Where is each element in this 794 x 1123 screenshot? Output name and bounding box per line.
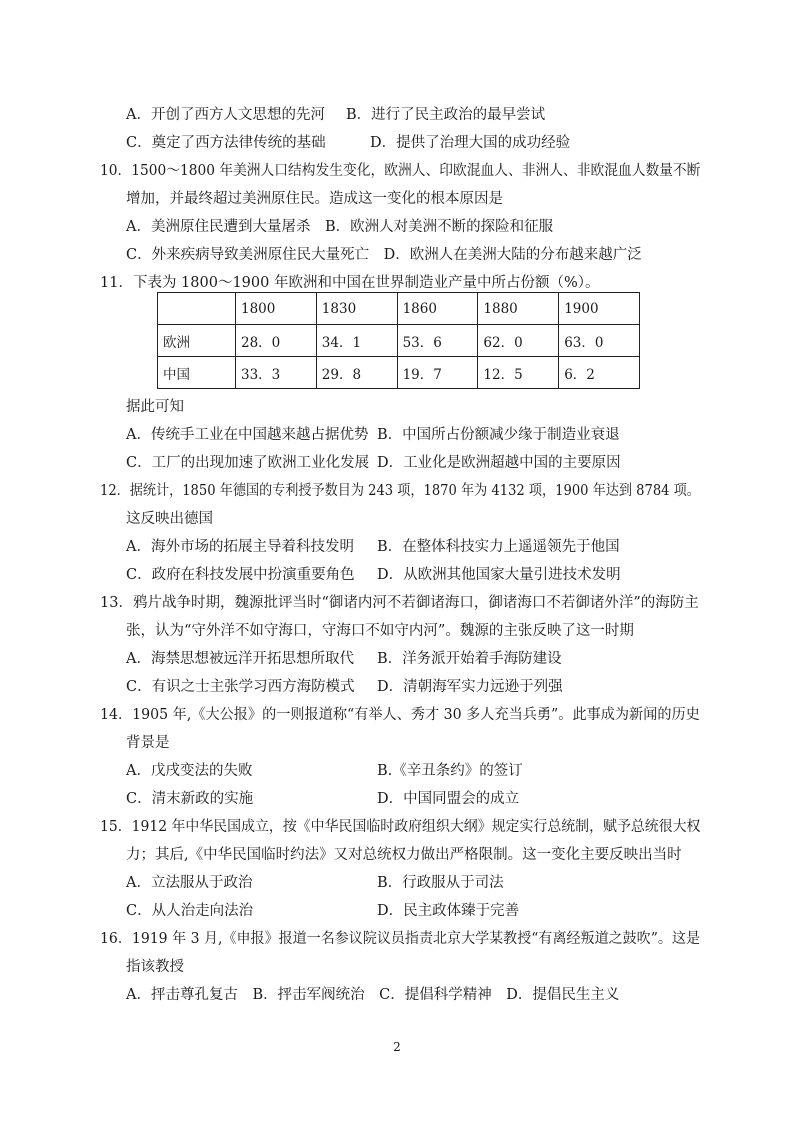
table-year-cell: 1860 <box>397 293 478 325</box>
page-number: 2 <box>393 1040 401 1054</box>
table-year-cell: 1880 <box>478 293 559 325</box>
q14-option-d: D．中国同盟会的成立 <box>377 791 520 807</box>
table-year-cell: 1830 <box>316 293 397 325</box>
q13-option-d: D．清朝海军实力远逊于列强 <box>377 679 563 695</box>
q10-stem-line2: 增加，并最终超过美洲原住民。造成这一变化的根本原因是 <box>126 191 503 207</box>
q12-option-a: A．海外市场的拓展主导着科技发明 <box>126 539 354 555</box>
q10-options-ab: A．美洲原住民遭到大量屠杀 B．欧洲人对美洲不断的探险和征服 <box>126 219 554 235</box>
q14-stem-line1: 14．1905 年,《大公报》的一则报道称“有举人、秀才 30 多人充当兵勇”。此事成为新闻的历史 <box>100 707 700 723</box>
table-cell: 12．5 <box>478 357 559 389</box>
q13-stem-line1: 13．鸦片战争时期，魏源批评当时“御诸内河不若御诸海口，御诸海口不若御诸外洋”的海防主 <box>100 595 699 611</box>
q13-option-a: A．海禁思想被远洋开拓思想所取代 <box>126 651 354 667</box>
table-year-cell: 1800 <box>236 293 317 325</box>
table-row <box>158 357 640 389</box>
q10-options-cd: C．外来疾病导致美洲原住民大量死亡 D．欧洲人在美洲大陆的分布越来越广泛 <box>126 247 642 263</box>
q10-stem-line1: 10．1500～1800 年美洲人口结构发生变化，欧洲人、印欧混血人、非洲人、非欧混血人数量不断 <box>100 163 701 179</box>
q9-option-d: D．提供了治理大国的成功经验 <box>370 135 571 151</box>
q15-option-d: D．民主政体臻于完善 <box>377 903 520 919</box>
q15-stem-line1: 15．1912 年中华民国成立，按《中华民国临时政府组织大纲》规定实行总统制，赋予总统很大权 <box>100 819 701 835</box>
q15-option-c: C．从人治走向法治 <box>126 903 254 919</box>
q9-option-c: C．奠定了西方法律传统的基础 <box>126 135 326 151</box>
q11-option-c: C．工厂的出现加速了欧洲工业化发展 <box>126 455 370 471</box>
q9-option-b: B．进行了民主政治的最早尝试 <box>346 107 546 123</box>
table-cell: 29．8 <box>316 357 397 389</box>
q14-option-b: B.《辛丑条约》的签订 <box>377 763 523 779</box>
q14-option-c: C．清末新政的实施 <box>126 791 254 807</box>
q13-stem-line2: 张，认为“守外洋不如守海口，守海口不如守内河”。魏源的主张反映了这一时期 <box>126 623 634 639</box>
q11-option-b: B．中国所占份额减少缘于制造业衰退 <box>377 427 620 443</box>
q9-option-a: A．开创了西方人文思想的先河 <box>126 107 325 123</box>
q14-stem-line2: 背景是 <box>126 735 170 751</box>
table-cell: 62．0 <box>478 325 559 357</box>
q12-option-c: C．政府在科技发展中扮演重要角色 <box>126 567 355 583</box>
q11-option-d: D．工业化是欧洲超越中国的主要原因 <box>377 455 621 471</box>
q14-option-a: A．戊戌变法的失败 <box>126 763 253 779</box>
table-cell: 33．3 <box>236 357 317 389</box>
table-cell: 63．0 <box>559 325 640 357</box>
q13-option-c: C．有识之士主张学习西方海防模式 <box>126 679 355 695</box>
table-corner-cell <box>158 293 236 325</box>
q16-stem-line2: 指该教授 <box>126 959 184 975</box>
q15-stem-line2: 力；其后,《中华民国临时约法》又对总统权力做出严格限制。这一变化主要反映出当时 <box>126 847 682 863</box>
q12-option-b: B．在整体科技实力上遥遥领先于他国 <box>377 539 620 555</box>
table-row <box>158 325 640 357</box>
table-row-label: 欧洲 <box>158 325 236 357</box>
q12-stem-line2: 这反映出德国 <box>126 511 213 527</box>
table-cell: 19．7 <box>397 357 478 389</box>
table-cell: 28．0 <box>236 325 317 357</box>
table-cell: 6．2 <box>559 357 640 389</box>
q16-options: A．抨击尊孔复古 B．抨击军阀统治 C．提倡科学精神 D．提倡民生主义 <box>126 987 620 1003</box>
q11-after-table: 据此可知 <box>126 399 184 415</box>
q15-option-b: B．行政服从于司法 <box>377 875 504 891</box>
q12-stem-line1: 12．据统计，1850 年德国的专利授予数目为 243 项，1870 年为 4132 项，1900 年达到 8784 项。 <box>100 483 700 499</box>
q11-stem: 11．下表为 1800～1900 年欧洲和中国在世界制造业产量中所占份额（%）。 <box>100 275 600 291</box>
table-year-cell: 1900 <box>559 293 640 325</box>
q15-option-a: A．立法服从于政治 <box>126 875 253 891</box>
q11-option-a: A．传统手工业在中国越来越占据优势 <box>126 427 369 443</box>
table-cell: 53．6 <box>397 325 478 357</box>
table-header-row <box>158 293 640 325</box>
q16-stem-line1: 16．1919 年 3 月,《申报》报道一名参议院议员指责北京大学某教授“有离经叛道之鼓吹”。这是 <box>100 931 701 947</box>
table-cell: 34．1 <box>316 325 397 357</box>
q13-option-b: B．洋务派开始着手海防建设 <box>377 651 562 667</box>
q11-data-table <box>157 292 640 389</box>
q12-option-d: D．从欧洲其他国家大量引进技术发明 <box>377 567 621 583</box>
table-row-label: 中国 <box>158 357 236 389</box>
